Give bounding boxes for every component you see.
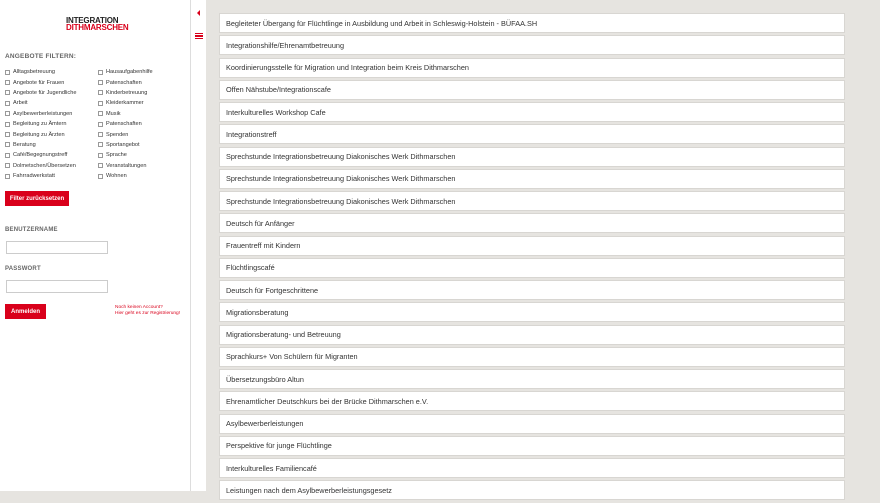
filter-option[interactable]: Sprache [98, 150, 153, 160]
list-item[interactable]: Sprechstunde Integrationsbetreuung Diakonisches Werk Dithmarschen [219, 147, 845, 167]
filter-option[interactable]: Veranstaltungen [98, 161, 153, 171]
list-item[interactable]: Begleiteter Übergang für Flüchtlinge in Ausbildung und Arbeit in Schleswig-Holstein - BÜFAA.SH [219, 13, 845, 33]
list-item[interactable]: Migrationsberatung [219, 302, 845, 322]
filter-option[interactable]: Patenschaften [98, 77, 153, 87]
list-item[interactable]: Übersetzungsbüro Altun [219, 369, 845, 389]
filter-option[interactable]: Wohnen [98, 171, 153, 181]
sidebar [0, 0, 190, 491]
filter-option[interactable]: Asylbewerberleistungen [5, 109, 76, 119]
register-line-2: Hier geht es zur Registrierung! [115, 311, 181, 316]
list-item[interactable]: Leistungen nach dem Asylbewerberleistungsgesetz [219, 480, 845, 500]
results-list [219, 13, 845, 503]
checkbox[interactable] [98, 122, 103, 127]
checkbox[interactable] [98, 132, 103, 137]
list-icon [195, 33, 203, 40]
list-item[interactable]: Migrationsberatung- und Betreuung [219, 325, 845, 345]
list-item[interactable]: Perspektive für junge Flüchtlinge [219, 436, 845, 456]
login-button[interactable]: Anmelden [5, 304, 46, 319]
logo-line-1: INTEGRATION [66, 16, 119, 25]
filter-option[interactable]: Arbeit [5, 98, 76, 108]
list-item[interactable]: Sprechstunde Integrationsbetreuung Diakonisches Werk Dithmarschen [219, 191, 845, 211]
filter-option[interactable]: Beratung [5, 140, 76, 150]
filter-option[interactable]: Sportangebot [98, 140, 153, 150]
list-item[interactable]: Ehrenamtlicher Deutschkurs bei der Brücke Dithmarschen e.V. [219, 391, 845, 411]
filter-option[interactable]: Fahrradwerkstatt [5, 171, 76, 181]
filter-option[interactable]: Spenden [98, 129, 153, 139]
checkbox[interactable] [5, 132, 10, 137]
list-item[interactable]: Flüchtlingscafé [219, 258, 845, 278]
filter-option[interactable]: Patenschaften [98, 119, 153, 129]
checkbox[interactable] [98, 163, 103, 168]
list-item[interactable]: Integrationshilfe/Ehrenamtbetreuung [219, 35, 845, 55]
checkbox[interactable] [5, 101, 10, 106]
checkbox[interactable] [98, 142, 103, 147]
list-item[interactable]: Sprechstunde Integrationsbetreuung Diakonisches Werk Dithmarschen [219, 169, 845, 189]
filter-option[interactable]: Hausaufgabenhilfe [98, 67, 153, 77]
checkbox[interactable] [5, 111, 10, 116]
username-label: BENUTZERNAME [5, 227, 58, 233]
checkbox[interactable] [5, 174, 10, 179]
filter-option[interactable]: Kleiderkammer [98, 98, 153, 108]
checkbox[interactable] [5, 90, 10, 95]
checkbox[interactable] [98, 101, 103, 106]
password-label: PASSWORT [5, 266, 41, 272]
collapse-sidebar-button[interactable] [191, 5, 206, 21]
register-link[interactable] [115, 305, 180, 317]
list-item[interactable]: Integrationstreff [219, 124, 845, 144]
filter-option[interactable]: Begleitung zu Ärzten [5, 129, 76, 139]
logo[interactable] [66, 17, 129, 31]
register-line-1: Noch keinen Account? [115, 305, 163, 310]
checkbox[interactable] [98, 153, 103, 158]
checkbox[interactable] [5, 142, 10, 147]
list-item[interactable]: Offen Nähstube/Integrationscafe [219, 80, 845, 100]
list-item[interactable]: Sprachkurs+ Von Schülern für Migranten [219, 347, 845, 367]
filter-title: ANGEBOTE FILTERN: [5, 53, 77, 60]
checkbox[interactable] [5, 163, 10, 168]
list-item[interactable]: Koordinierungsstelle für Migration und Integration beim Kreis Dithmarschen [219, 58, 845, 78]
filter-column-2 [98, 67, 153, 181]
checkbox[interactable] [5, 70, 10, 75]
filter-column-1 [5, 67, 76, 181]
filter-reset-button[interactable]: Filter zurücksetzen [5, 191, 69, 206]
filter-option[interactable]: Angebote für Jugendliche [5, 88, 76, 98]
filter-option[interactable]: Kinderbetreuung [98, 88, 153, 98]
filter-option[interactable]: Dolmetschen/Übersetzen [5, 161, 76, 171]
checkbox[interactable] [98, 111, 103, 116]
logo-line-2: DITHMARSCHEN [66, 23, 129, 32]
sidebar-toggle-bar [190, 0, 206, 491]
list-item[interactable]: Deutsch für Anfänger [219, 213, 845, 233]
checkbox[interactable] [98, 90, 103, 95]
checkbox[interactable] [5, 80, 10, 85]
filter-option[interactable]: Begleitung zu Ämtern [5, 119, 76, 129]
list-item[interactable]: Deutsch für Fortgeschrittene [219, 280, 845, 300]
username-input[interactable] [6, 241, 108, 254]
list-item[interactable]: Frauentreff mit Kindern [219, 236, 845, 256]
list-item[interactable]: Asylbewerberleistungen [219, 414, 845, 434]
filter-option[interactable]: Alltagsbetreuung [5, 67, 76, 77]
list-view-button[interactable] [191, 28, 206, 44]
password-input[interactable] [6, 280, 108, 293]
filter-option[interactable]: Angebote für Frauen [5, 77, 76, 87]
checkbox[interactable] [98, 80, 103, 85]
list-item[interactable]: Interkulturelles Familiencafé [219, 458, 845, 478]
checkbox[interactable] [5, 153, 10, 158]
filter-option[interactable]: Café/Begegnungstreff [5, 150, 76, 160]
checkbox[interactable] [98, 174, 103, 179]
checkbox[interactable] [5, 122, 10, 127]
filter-option[interactable]: Musik [98, 109, 153, 119]
checkbox[interactable] [98, 70, 103, 75]
list-item[interactable]: Interkulturelles Workshop Cafe [219, 102, 845, 122]
triangle-left-icon [197, 10, 200, 16]
